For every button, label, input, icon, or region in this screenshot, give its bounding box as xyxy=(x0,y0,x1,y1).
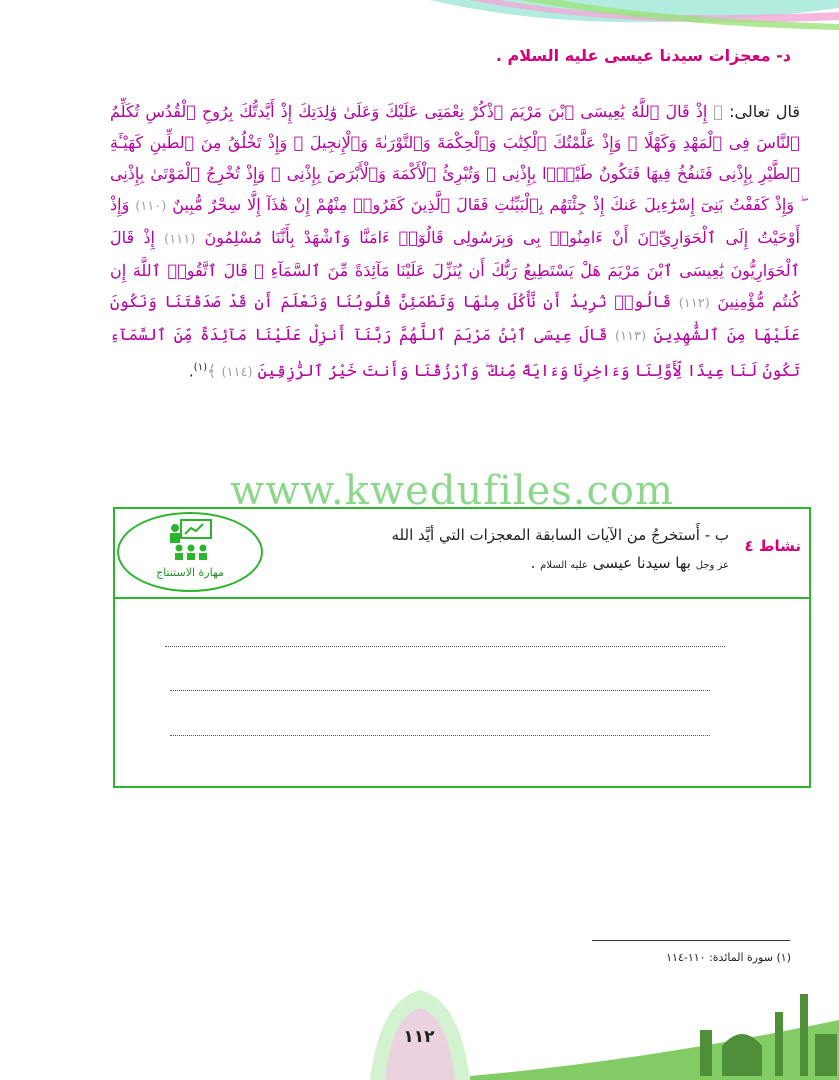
top-decoration xyxy=(0,0,839,50)
answer-line[interactable] xyxy=(170,690,710,691)
end-period: . xyxy=(188,361,194,381)
open-ornament: ﴿ xyxy=(713,102,724,121)
verse-112: إِذْ قَالَ ٱلْحَوَارِيُّونَ يَٰعِيسَى ٱبْنَ مَرْيَمَ هَلْ يَسْتَطِيعُ رَبُّكَ أَن يُنَزِّلَ عَلَيْنَا مَآئِدَةً مِّنَ ٱلسَّمَآءِ ۖ قَالَ ٱتَّقُوا۟ ٱللَّهَ إِن كُنتُم مُّؤْمِنِينَ (١١٢) xyxy=(110,228,801,311)
answer-line[interactable] xyxy=(165,646,725,647)
footnote: (١) سورة المائدة: ١١٠-١١٤ xyxy=(666,951,791,964)
answer-line[interactable] xyxy=(170,735,710,736)
activity-instruction xyxy=(309,521,729,580)
honorific-alayhi-salam: عليه السلام xyxy=(540,560,588,571)
verse-number: (١١٣) xyxy=(614,329,647,344)
verse-110: إِذْ قَالَ ٱللَّهُ يَٰعِيسَى ٱبْنَ مَرْيَمَ ٱذْكُرْ نِعْمَتِى عَلَيْكَ وَعَلَىٰ وَٰلِدَتِكَ إِذْ أَيَّدتُّكَ بِرُوحِ ٱلْقُدُسِ تُكَلِّمُ ٱلنَّاسَ فِى ٱلْمَهْدِ وَكَهْلًا ۖ وَإِذْ عَلَّمْتُكَ ٱلْكِتَٰبَ وَٱلْحِكْمَةَ وَٱلتَّوْرَىٰةَ وَٱلْإِنجِيلَ ۖ وَإِذْ تَخْلُقُ مِنَ ٱلطِّينِ كَهَيْـَٔةِ ٱلطَّيْرِ بِإِذْنِى فَتَنفُخُ فِيهَا فَتَكُونُ طَيْرًۢا بِإِذْنِى ۖ وَتُبْرِئُ ٱلْأَكْمَهَ وَٱلْأَبْرَصَ بِإِذْنِى ۖ وَإِذْ تُخْرِجُ ٱلْمَوْتَىٰ بِإِذْنِى ۖ وَإِذْ كَفَفْتُ بَنِىٓ إِسْرَٰٓءِيلَ عَنكَ إِذْ جِئْتَهُم بِٱلْبَيِّنَٰتِ فَقَالَ ٱلَّذِينَ كَفَرُوا۟ مِنْهُمْ إِنْ هَٰذَآ إِلَّا سِحْرٌ مُّبِينٌ (١١٠) xyxy=(110,102,801,214)
verse-111: وَإِذْ أَوْحَيْتُ إِلَى ٱلْحَوَارِيِّۦنَ أَنْ ءَامِنُوا۟ بِى وَبِرَسُولِى قَالُوٓا۟ ءَامَنَّا وَٱشْهَدْ بِأَنَّنَا مُسْلِمُونَ (١١١) xyxy=(110,195,800,247)
verse-113: قَالُوا۟ نُرِيدُ أَن نَّأْكُلَ مِنْهَا وَتَطْمَئِنَّ قُلُوبُنَا وَنَعْلَمَ أَن قَدْ صَدَقْتَنَا وَنَكُونَ عَلَيْهَا مِنَ ٱلشَّٰهِدِينَ (١١٣) xyxy=(110,292,801,344)
skill-label: مهارة الاستنتاج xyxy=(156,566,224,579)
quran-verse-block xyxy=(110,96,800,388)
verse-number: (١١٤) xyxy=(221,365,253,381)
presentation-group-icon xyxy=(163,518,219,562)
section-heading: د- معجزات سيدنا عيسى عليه السلام . xyxy=(495,46,791,65)
verse-number: (١١٠) xyxy=(135,199,167,214)
activity-header xyxy=(115,509,809,599)
honorific-azza-wajal: عز وجل xyxy=(695,560,729,571)
verse-number: (١١٢) xyxy=(678,296,710,311)
verse-114: قَالَ عِيسَى ٱبْنُ مَرْيَمَ ٱللَّهُمَّ رَبَّنَآ أَنزِلْ عَلَيْنَا مَآئِدَةً مِّنَ ٱلسَّمَآءِ تَكُونُ لَنَا عِيدًا لِّأَوَّلِنَا وَءَاخِرِنَا وَءَايَةً مِّنكَ ۖ وَٱرْزُقْنَا وَأَنتَ خَيْرُ ٱلرَّٰزِقِينَ (١١٤) xyxy=(110,325,800,381)
skill-badge xyxy=(117,512,263,592)
bottom-decoration xyxy=(0,960,839,1080)
instruction-end: . xyxy=(530,554,536,572)
verse-number: (١١١) xyxy=(164,232,196,247)
activity-box xyxy=(113,507,811,788)
instruction-main: ب - أَستخرجُ من الآيات السابقة المعجزات التي أيَّد الله xyxy=(391,526,729,544)
close-ornament: ﴾ xyxy=(206,361,217,381)
page-number: ١١٢ xyxy=(403,1027,435,1047)
instruction-tail: بها سيدنا عيسى xyxy=(592,554,691,572)
watermark: www.kwedufiles.com xyxy=(230,468,674,514)
footnote-ref: (١) xyxy=(193,362,207,373)
activity-label: نشاط ٤ xyxy=(744,537,801,555)
footnote-divider xyxy=(592,940,790,941)
verse-intro: قال تعالى: xyxy=(729,102,800,121)
